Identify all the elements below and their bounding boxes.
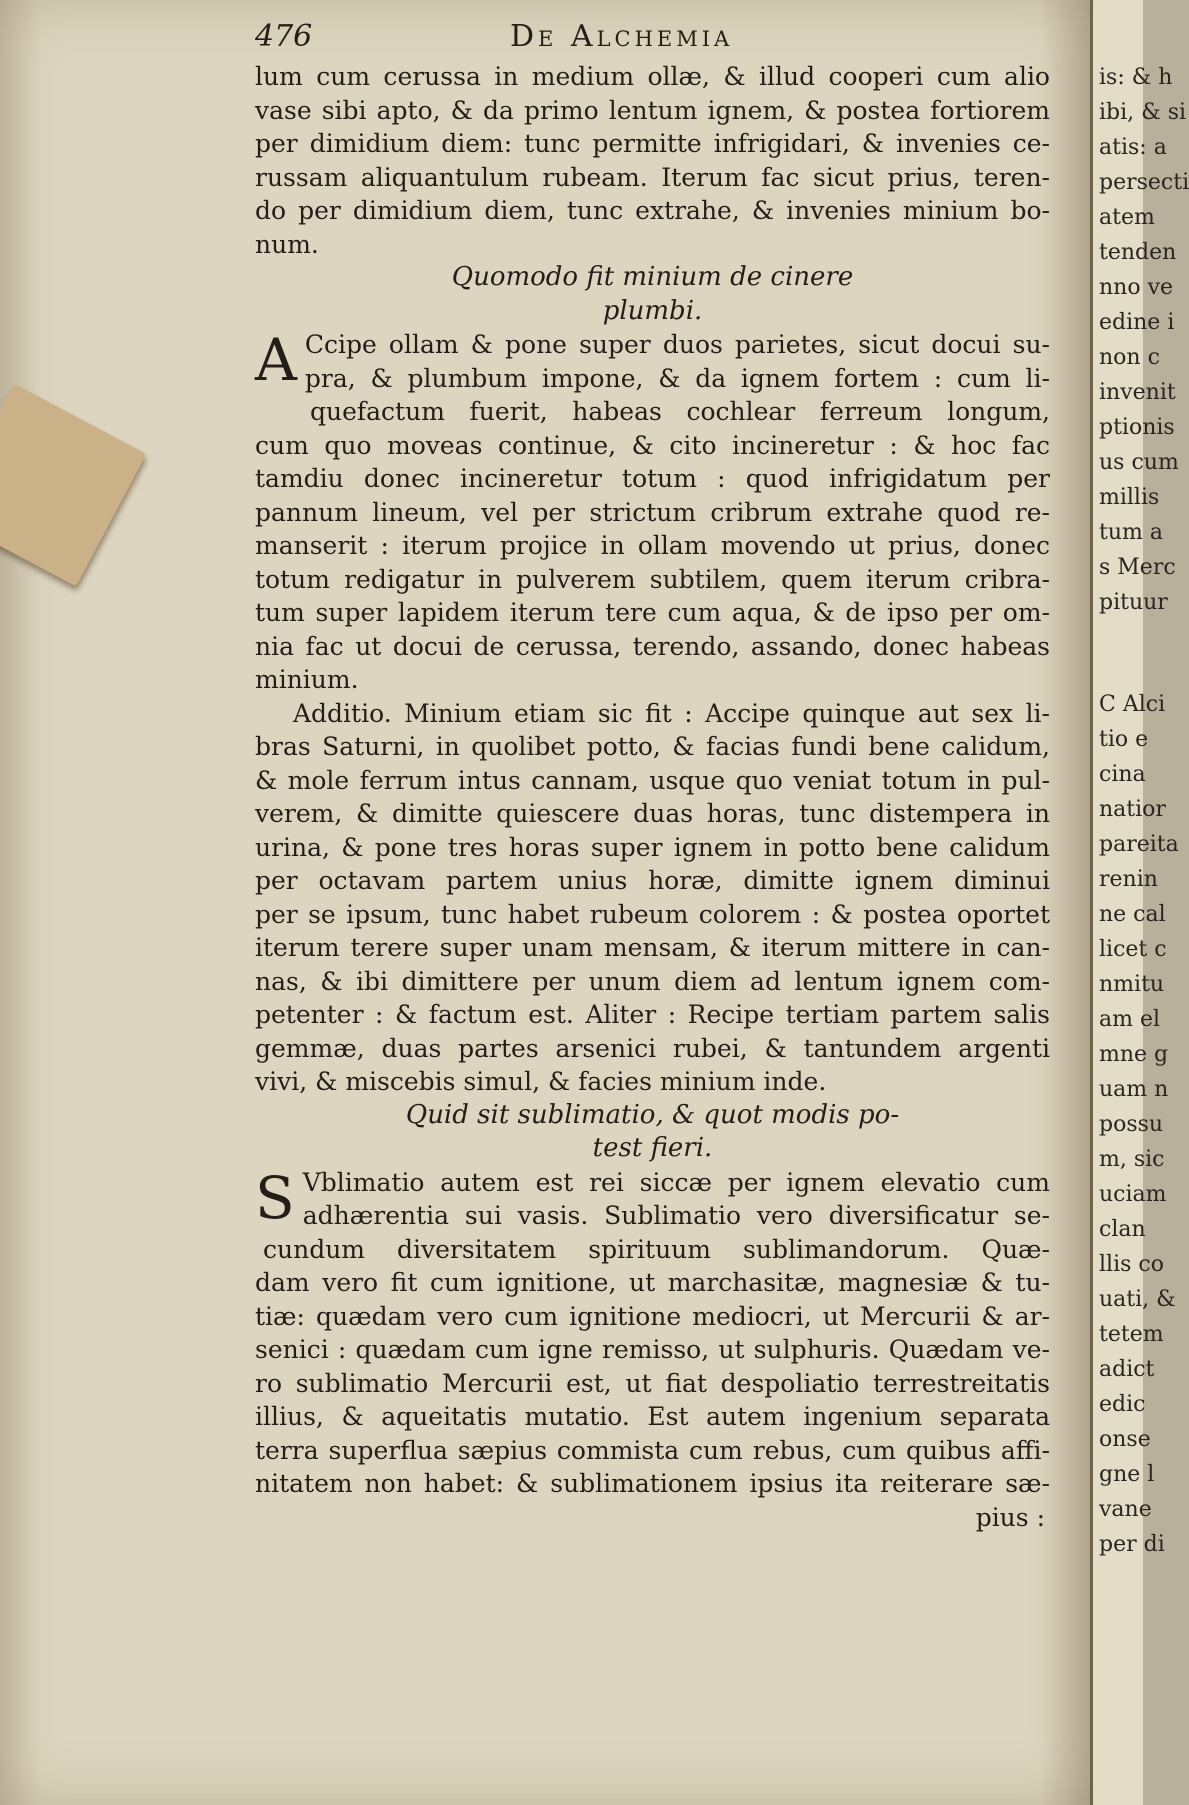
text-line: bras Saturni, in quolibet potto, & facias fundi bene calidum, bbox=[255, 732, 1050, 761]
facing-text-fragment: nno ve bbox=[1099, 275, 1174, 300]
page-text bbox=[255, 20, 1050, 1534]
facing-text-fragment: gne l bbox=[1099, 1462, 1155, 1487]
facing-text-fragment: ptionis bbox=[1099, 415, 1175, 440]
text-line: dam vero fit cum ignitione, ut marchasitæ, magnesiæ & tu- bbox=[255, 1268, 1050, 1297]
text-line: pannum lineum, vel per strictum cribrum extrahe quod re- bbox=[255, 497, 1050, 527]
facing-text-fragment: uam n bbox=[1099, 1077, 1169, 1102]
text-line: vivi, & miscebis simul, & facies minium inde. bbox=[255, 1067, 827, 1096]
opening-paragraph bbox=[255, 60, 1050, 261]
text-line: iterum terere super unam mensam, & iterum mittere in can- bbox=[255, 933, 1050, 962]
facing-text-fragment: C Alci bbox=[1099, 692, 1166, 717]
text-line: & mole ferrum intus cannam, usque quo veniat totum in pul- bbox=[255, 765, 1050, 795]
facing-text-fragment: tio e bbox=[1099, 727, 1149, 752]
text-line: urina, & pone tres horas super ignem in potto bene calidum bbox=[255, 832, 1050, 862]
facing-text-fragment: ne cal bbox=[1099, 902, 1166, 927]
facing-text-fragment: millis bbox=[1099, 485, 1160, 510]
running-title: De Alchemia bbox=[510, 19, 734, 54]
text-line: verem, & dimitte quiescere duas horas, tunc distempera in bbox=[255, 799, 1050, 828]
paragraph-minium-plumbi bbox=[255, 328, 1050, 697]
facing-text-fragment: invenit bbox=[1099, 380, 1176, 405]
catchword: pius : bbox=[975, 1502, 1045, 1532]
text-line: tum super lapidem iterum tere cum aqua, & de ipso per om- bbox=[255, 598, 1050, 627]
facing-text-fragment: us cum bbox=[1099, 450, 1179, 475]
text-line: gemmæ, duas partes arsenici rubei, & tantundem argenti bbox=[255, 1033, 1050, 1063]
facing-page-fragments-top bbox=[1093, 58, 1189, 618]
heading-line: test fieri. bbox=[592, 1133, 713, 1163]
page-header bbox=[255, 20, 1050, 60]
drop-cap: A bbox=[255, 326, 297, 394]
facing-text-fragment: onse bbox=[1099, 1427, 1151, 1452]
facing-text-fragment: renin bbox=[1099, 867, 1158, 892]
text-line: Vblimatio autem est rei siccæ per ignem elevatio cum bbox=[302, 1167, 1050, 1197]
text-line: quefactum fuerit, habeas cochlear ferreum longum, bbox=[310, 397, 1050, 426]
facing-text-fragment: uciam bbox=[1099, 1182, 1167, 1207]
section-heading-sublimatio bbox=[255, 1099, 1050, 1166]
section-heading-minium bbox=[255, 261, 1050, 328]
paragraph-sublimatio bbox=[255, 1163, 1050, 1535]
text-line: per dimidium diem: tunc permitte infrigidari, & invenies ce- bbox=[255, 129, 1050, 158]
facing-text-fragment: tum a bbox=[1099, 520, 1163, 545]
facing-text-fragment: edic bbox=[1099, 1392, 1146, 1417]
text-line: terra superflua sæpius commista cum rebus, cum quibus affi- bbox=[255, 1435, 1050, 1465]
text-line: do per dimidium diem, tunc extrahe, & invenies minium bo- bbox=[255, 196, 1050, 225]
facing-text-fragment: edine i bbox=[1099, 310, 1175, 335]
text-line: adhærentia sui vasis. Sublimatio vero diversificatur se- bbox=[302, 1201, 1050, 1230]
drop-cap: S bbox=[255, 1163, 295, 1232]
facing-page-edge bbox=[1090, 0, 1189, 1805]
page-number: 476 bbox=[255, 19, 313, 54]
facing-text-fragment: atem bbox=[1099, 205, 1155, 230]
text-line: tiæ: quædam vero cum ignitione mediocri, ut Mercurii & ar- bbox=[255, 1301, 1050, 1331]
heading-line: plumbi. bbox=[602, 295, 703, 326]
text-line: pra, & plumbum impone, & da ignem fortem : cum li- bbox=[304, 363, 1050, 393]
text-line: cum quo moveas continue, & cito incineretur : & hoc fac bbox=[255, 430, 1050, 460]
text-line: petenter : & factum est. Aliter : Recipe tertiam partem salis bbox=[255, 1000, 1050, 1029]
facing-text-fragment: non c bbox=[1099, 345, 1160, 370]
facing-text-fragment: am el bbox=[1099, 1007, 1161, 1032]
heading-line: Quomodo fit minium de cinere bbox=[451, 262, 854, 292]
facing-text-fragment: atis: a bbox=[1099, 135, 1167, 160]
facing-text-fragment: pituur bbox=[1099, 590, 1168, 615]
paper-bookmark-tab bbox=[0, 384, 146, 587]
facing-text-fragment: ibi, & si bbox=[1099, 100, 1187, 125]
text-line: nas, & ibi dimittere per unum diem ad lentum ignem com- bbox=[255, 966, 1050, 996]
facing-text-fragment: nmitu bbox=[1099, 972, 1165, 997]
facing-text-fragment: llis co bbox=[1099, 1252, 1164, 1277]
text-line: Ccipe ollam & pone super duos parietes, sicut docui su- bbox=[304, 330, 1050, 359]
facing-text-fragment: tetem bbox=[1099, 1322, 1164, 1347]
facing-text-fragment: m, sic bbox=[1099, 1147, 1165, 1172]
facing-text-fragment: cina bbox=[1099, 762, 1146, 787]
text-line: tamdiu donec incineretur totum : quod infrigidatum per bbox=[255, 464, 1050, 493]
text-line: minium. bbox=[255, 665, 359, 694]
facing-text-fragment: pareita bbox=[1099, 832, 1179, 857]
facing-text-fragment: tenden bbox=[1099, 240, 1177, 265]
facing-text-fragment: vane bbox=[1099, 1497, 1152, 1522]
facing-text-fragment: natior bbox=[1099, 797, 1166, 822]
facing-text-fragment: clan bbox=[1099, 1217, 1146, 1242]
facing-text-fragment: possu bbox=[1099, 1112, 1164, 1137]
text-line: nitatem non habet: & sublimationem ipsius ita reiterare sæ- bbox=[255, 1469, 1050, 1498]
text-line: vase sibi apto, & da primo lentum ignem, & postea fortiorem bbox=[255, 95, 1050, 125]
text-line: per se ipsum, tunc habet rubeum colorem : & postea oportet bbox=[255, 899, 1050, 929]
paragraph-additio bbox=[255, 697, 1050, 1099]
facing-text-fragment: is: & h bbox=[1099, 65, 1173, 90]
facing-text-fragment: licet c bbox=[1099, 937, 1167, 962]
facing-text-fragment: s Merc bbox=[1099, 555, 1176, 580]
text-line: illius, & aqueitatis mutatio. Est autem ingenium separata bbox=[255, 1402, 1050, 1431]
heading-line: Quid sit sublimatio, & quot modis po- bbox=[405, 1099, 900, 1130]
facing-text-fragment: uati, & bbox=[1099, 1287, 1176, 1312]
text-line: per octavam partem unius horæ, dimitte ignem diminui bbox=[255, 866, 1050, 895]
text-line: num. bbox=[255, 229, 319, 259]
text-line: Additio. Minium etiam sic fit : Accipe quinque aut sex li- bbox=[293, 698, 1050, 728]
text-line: cundum diversitatem spirituum sublimandorum. Quæ- bbox=[263, 1234, 1050, 1264]
facing-page-fragments-bottom bbox=[1093, 685, 1179, 1560]
text-line: russam aliquantulum rubeam. Iterum fac sicut prius, teren- bbox=[255, 162, 1050, 192]
text-line: ro sublimatio Mercurii est, ut fiat despoliatio terrestreitatis bbox=[255, 1368, 1050, 1398]
text-line: lum cum cerussa in medium ollæ, & illud cooperi cum alio bbox=[255, 62, 1050, 91]
facing-text-fragment: per di bbox=[1099, 1532, 1165, 1557]
text-line: totum redigatur in pulverem subtilem, quem iterum cribra- bbox=[255, 564, 1050, 594]
facing-text-fragment: persecti bbox=[1099, 170, 1189, 195]
text-line: senici : quædam cum igne remisso, ut sulphuris. Quædam ve- bbox=[255, 1335, 1050, 1364]
text-line: manserit : iterum projice in ollam movendo ut prius, donec bbox=[255, 531, 1050, 560]
facing-text-fragment: mne g bbox=[1099, 1042, 1169, 1067]
facing-text-fragment: adict bbox=[1099, 1357, 1155, 1382]
text-line: nia fac ut docui de cerussa, terendo, assando, donec habeas bbox=[255, 631, 1050, 661]
